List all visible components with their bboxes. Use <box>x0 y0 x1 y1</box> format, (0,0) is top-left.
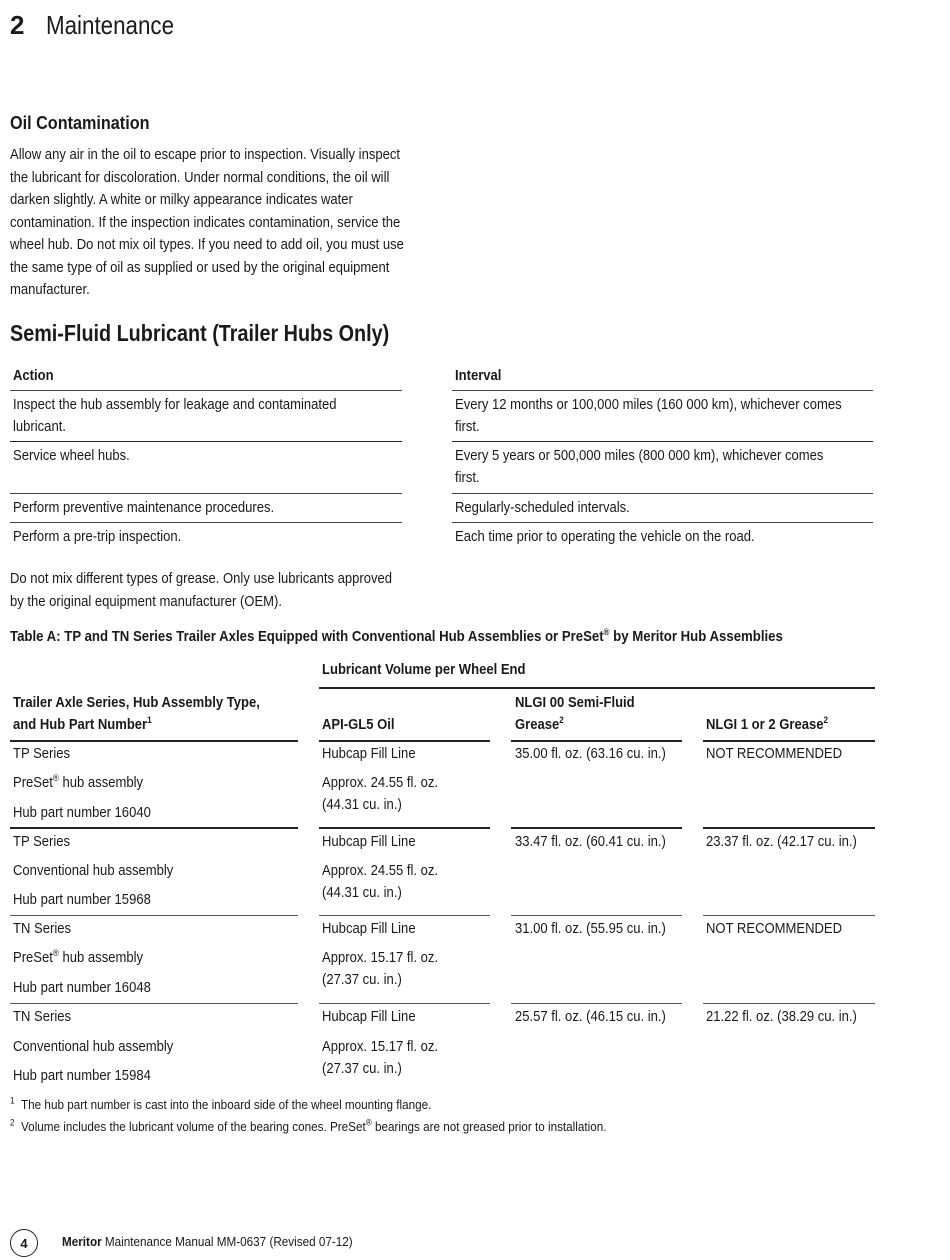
table-row-type: Conventional hub assembly <box>13 1039 174 1055</box>
column-header-trailer-axle: Trailer Axle Series, Hub Assembly Type, and Hub Part Number$^1$ <box>13 695 260 733</box>
oil-contamination-paragraph: Allow any air in the oil to escape prior to inspection. Visually inspect the lubricant for discoloration. Under normal conditions, the oil will darken slightly. A white or milky appearance indicates water contamination. If the inspection indicates contamination, service the wheel hub. Do not mix oil types. If you need to add oil, you must use the same type of oil as supplied or used by the original equipment manufacturer. <box>10 147 404 298</box>
table-row-oil-volume: Approx. 24.55 fl. oz. <box>322 775 439 791</box>
column-header-nlgi-1-2: NLGI 1 or 2 Grease$^2$ <box>706 715 829 733</box>
table-row-oil: Hubcap Fill Line <box>322 1009 416 1025</box>
table-row-semi-fluid: 25.57 fl. oz. (46.15 cu. in.) <box>515 1009 666 1025</box>
table-row-oil-volume-cu: (44.31 cu. in.) <box>322 885 402 901</box>
table-row-action: Perform a pre-trip inspection. <box>13 529 182 545</box>
oil-contamination-heading: Oil Contamination <box>10 113 150 133</box>
table-row-oil: Hubcap Fill Line <box>322 746 416 762</box>
footnote-1: $^1$ The hub part number is cast into the inboard side of the wheel mounting flange. <box>10 1095 432 1112</box>
column-header-nlgi-00: NLGI 00 Semi-Fluid Grease$^2$ <box>515 695 635 733</box>
table-row-action: Service wheel hubs. <box>13 448 130 464</box>
table-row-oil-volume-cu: (44.31 cu. in.) <box>322 797 402 813</box>
divider <box>703 740 875 742</box>
divider <box>10 915 298 916</box>
page-number-badge: 4 <box>10 1229 38 1257</box>
table-row-oil-volume: Approx. 15.17 fl. oz. <box>322 950 439 966</box>
table-row-interval: Each time prior to operating the vehicle on the road. <box>455 529 755 545</box>
table-row-interval: Regularly-scheduled intervals. <box>455 500 630 516</box>
table-row-interval: Every 12 months or 100,000 miles (160 000 km), whichever comes first. <box>455 397 842 435</box>
table-row-oil: Hubcap Fill Line <box>322 834 416 850</box>
group-header-lubricant-volume: Lubricant Volume per Wheel End <box>322 662 526 678</box>
table-row-semi-fluid: 33.47 fl. oz. (60.41 cu. in.) <box>515 834 666 850</box>
divider <box>10 522 402 523</box>
footnote-2: $^2$ Volume includes the lubricant volume of the bearing cones. PreSet® bearings are not greased prior to installation. <box>10 1117 607 1134</box>
table-row-part: Hub part number 15968 <box>13 892 151 908</box>
table-row-type: PreSet® hub assembly <box>13 948 144 966</box>
divider <box>319 1003 490 1004</box>
divider <box>319 740 490 742</box>
grease-note: Do not mix different types of grease. Only use lubricants approved by the original equipment manufacturer (OEM). <box>10 571 393 610</box>
column-header-action: Action <box>13 368 54 384</box>
table-row-oil-volume: Approx. 15.17 fl. oz. <box>322 1039 439 1055</box>
divider <box>452 522 873 523</box>
page-header <box>10 10 195 46</box>
divider <box>511 740 682 742</box>
divider <box>10 827 298 829</box>
divider <box>10 740 298 742</box>
divider <box>452 390 873 391</box>
table-row-oil-volume-cu: (27.37 cu. in.) <box>322 972 402 988</box>
table-row-oil: Hubcap Fill Line <box>322 921 416 937</box>
divider <box>10 1003 298 1004</box>
table-row-action: Perform preventive maintenance procedures. <box>13 500 275 516</box>
table-row-nlgi12: 23.37 fl. oz. (42.17 cu. in.) <box>706 834 857 850</box>
divider <box>452 493 873 494</box>
table-row-series: TP Series <box>13 834 71 850</box>
table-a-caption: Table A: TP and TN Series Trailer Axles Equipped with Conventional Hub Assemblies or PreSet® by Meritor Hub Assemblies <box>10 627 783 645</box>
divider <box>319 915 490 916</box>
footer-manual-title: Meritor Maintenance Manual MM-0637 (Revised 07-12) <box>62 1234 353 1249</box>
divider <box>10 493 402 494</box>
table-row-series: TN Series <box>13 921 72 937</box>
divider <box>511 1003 682 1004</box>
divider <box>511 827 682 829</box>
column-header-api-gl5-oil: API-GL5 Oil <box>322 717 395 733</box>
divider <box>452 441 873 442</box>
table-row-nlgi12: NOT RECOMMENDED <box>706 921 843 937</box>
divider <box>319 827 490 829</box>
table-row-interval: Every 5 years or 500,000 miles (800 000 km), whichever comes first. <box>455 448 824 486</box>
section-title: Maintenance <box>46 10 175 40</box>
divider <box>703 915 875 916</box>
table-row-nlgi12: NOT RECOMMENDED <box>706 746 843 762</box>
table-row-action: Inspect the hub assembly for leakage and contaminated lubricant. <box>13 397 337 435</box>
footer-brand: Meritor <box>62 1234 102 1249</box>
table-row-oil-volume: Approx. 24.55 fl. oz. <box>322 863 439 879</box>
table-row-semi-fluid: 31.00 fl. oz. (55.95 cu. in.) <box>515 921 666 937</box>
table-row-oil-volume-cu: (27.37 cu. in.) <box>322 1061 402 1077</box>
divider <box>511 915 682 916</box>
table-row-part: Hub part number 15984 <box>13 1068 151 1084</box>
table-row-type: Conventional hub assembly <box>13 863 174 879</box>
table-row-series: TP Series <box>13 746 71 762</box>
table-row-part: Hub part number 16048 <box>13 980 151 996</box>
section-number: 2 <box>10 10 25 40</box>
divider <box>10 441 402 442</box>
divider <box>703 827 875 829</box>
divider <box>10 390 402 391</box>
table-row-type: PreSet® hub assembly <box>13 773 144 791</box>
table-row-semi-fluid: 35.00 fl. oz. (63.16 cu. in.) <box>515 746 666 762</box>
column-header-interval: Interval <box>455 368 502 384</box>
table-row-part: Hub part number 16040 <box>13 805 151 821</box>
divider <box>319 687 875 689</box>
table-row-series: TN Series <box>13 1009 72 1025</box>
table-row-nlgi12: 21.22 fl. oz. (38.29 cu. in.) <box>706 1009 857 1025</box>
divider <box>703 1003 875 1004</box>
semi-fluid-heading: Semi-Fluid Lubricant (Trailer Hubs Only) <box>10 320 390 346</box>
